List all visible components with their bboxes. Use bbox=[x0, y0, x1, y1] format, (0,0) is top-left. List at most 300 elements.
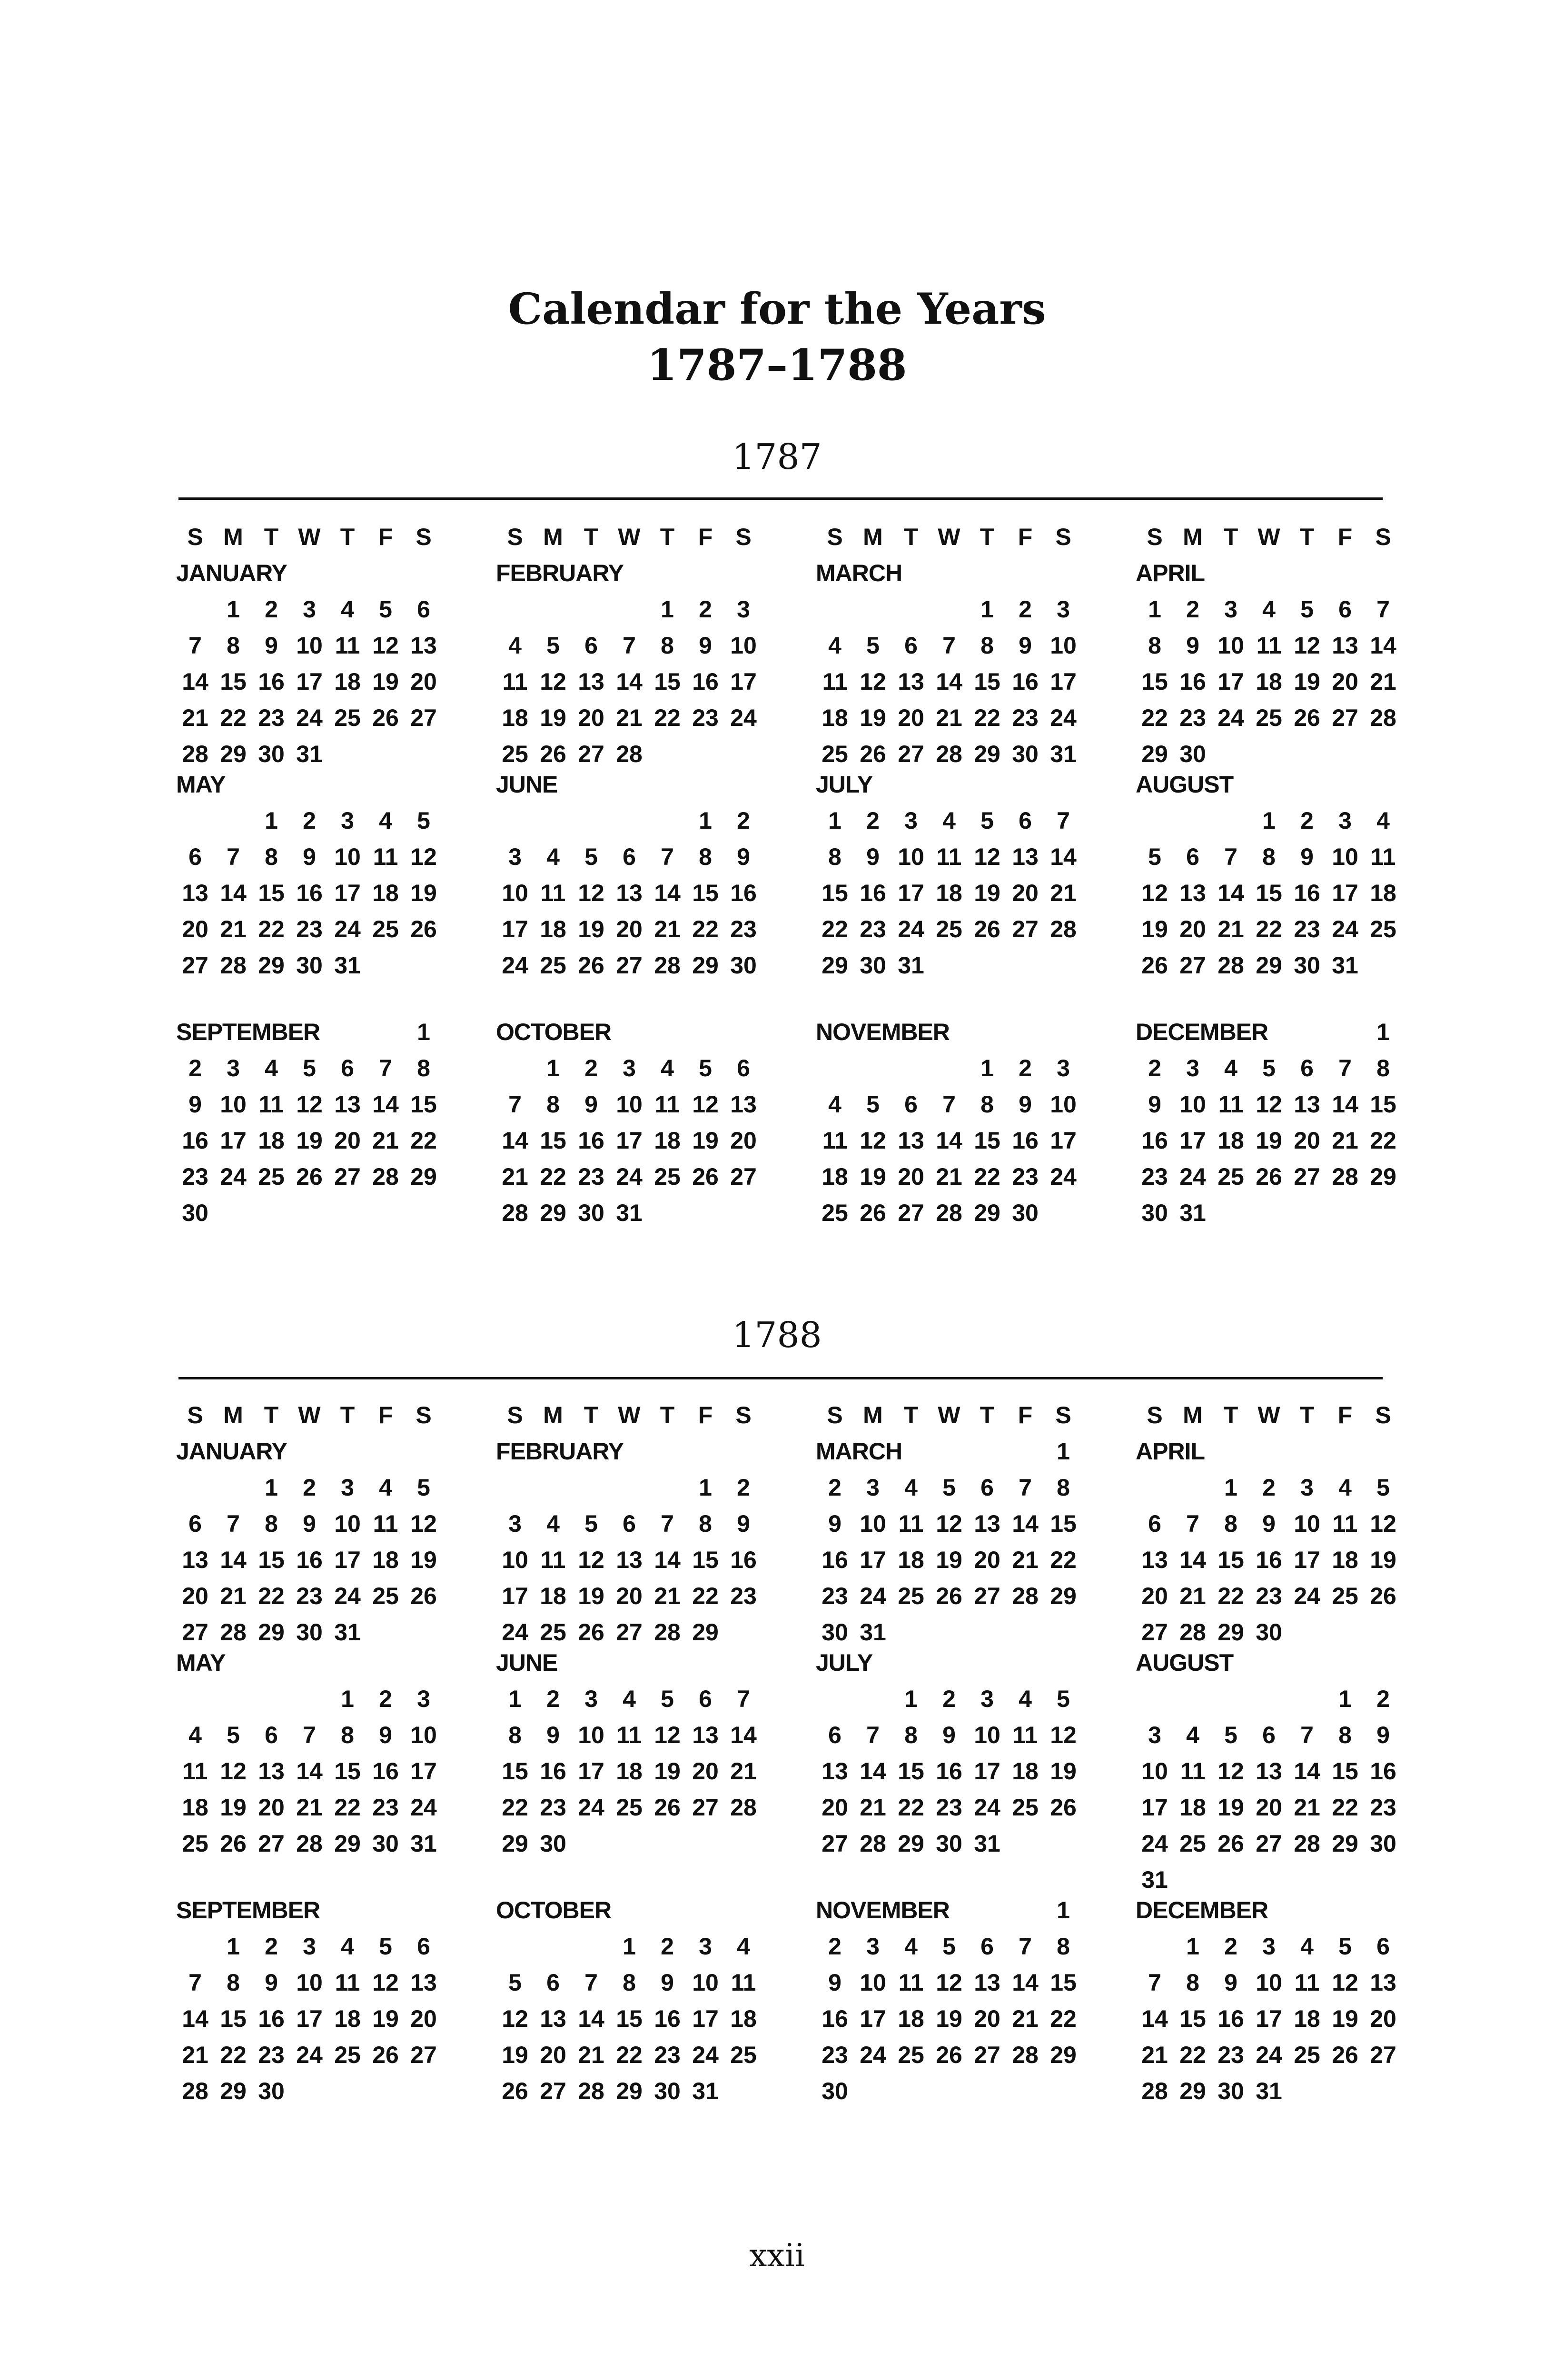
day-cell: 12 bbox=[1217, 1758, 1244, 1785]
day-cell: 9 bbox=[828, 1510, 841, 1537]
day-cell: 23 bbox=[692, 704, 719, 731]
day-cell: 28 bbox=[220, 1619, 247, 1646]
week-row bbox=[1136, 947, 1455, 983]
day-cell: 9 bbox=[379, 1722, 392, 1748]
day-cell bbox=[648, 803, 686, 839]
day-cell: 21 bbox=[1332, 1127, 1358, 1154]
week-row bbox=[176, 1050, 496, 1086]
day-cell: 26 bbox=[372, 2042, 399, 2068]
day-cell: 16 bbox=[860, 880, 886, 906]
day-cell: 21 bbox=[1012, 2005, 1039, 2032]
day-cell: 9 bbox=[1224, 1969, 1237, 1996]
week-row bbox=[176, 1928, 496, 1964]
day-cell: 16 bbox=[822, 1547, 848, 1573]
weekday-letter: F bbox=[378, 1402, 393, 1428]
week-row bbox=[496, 591, 816, 627]
week-row bbox=[1136, 875, 1455, 911]
day-cell bbox=[366, 2073, 405, 2109]
weekday-letter: S bbox=[507, 524, 523, 550]
day-cell: 3 bbox=[303, 1933, 316, 1960]
day-cell bbox=[1136, 1928, 1174, 1964]
day-cell: 4 bbox=[737, 1933, 750, 1960]
day-cell: 19 bbox=[1256, 1127, 1282, 1154]
day-cell: 21 bbox=[654, 916, 681, 942]
day-cell: 13 bbox=[822, 1758, 848, 1785]
day-cell: 12 bbox=[860, 668, 886, 695]
day-cell bbox=[968, 2073, 1006, 2109]
week-row bbox=[816, 1542, 1136, 1578]
day-cell: 16 bbox=[182, 1127, 208, 1154]
day-cell: 5 bbox=[980, 807, 994, 834]
day-cell: 21 bbox=[1141, 2042, 1168, 2068]
week-row bbox=[816, 947, 1136, 983]
day-cell: 17 bbox=[1179, 1127, 1206, 1154]
day-cell: 5 bbox=[866, 1091, 880, 1118]
day-cell: 25 bbox=[258, 1163, 285, 1190]
day-cell: 25 bbox=[822, 741, 848, 767]
day-cell: 19 bbox=[936, 1547, 962, 1573]
day-cell: 5 bbox=[584, 843, 598, 870]
day-cell: 3 bbox=[341, 807, 354, 834]
day-cell: 20 bbox=[540, 2042, 566, 2068]
week-row bbox=[496, 803, 816, 839]
day-cell: 29 bbox=[898, 1830, 924, 1857]
day-cell: 2 bbox=[1186, 596, 1199, 623]
day-cell: 1 bbox=[341, 1686, 354, 1712]
day-cell bbox=[1326, 1195, 1364, 1231]
day-cell: 29 bbox=[220, 741, 247, 767]
day-cell: 8 bbox=[980, 632, 994, 659]
day-cell: 22 bbox=[898, 1794, 924, 1821]
day-cell: 18 bbox=[654, 1127, 681, 1154]
weekday-letter: W bbox=[1257, 524, 1280, 550]
week-row bbox=[1136, 1159, 1455, 1195]
day-cell: 24 bbox=[296, 2042, 323, 2068]
day-cell: 1 bbox=[1057, 1438, 1070, 1465]
weekday-letter: W bbox=[298, 1402, 321, 1428]
day-cell: 1 bbox=[1338, 1686, 1352, 1712]
day-cell: 27 bbox=[1370, 2042, 1396, 2068]
day-cell: 4 bbox=[1338, 1474, 1352, 1501]
day-cell: 25 bbox=[334, 2042, 361, 2068]
day-cell: 21 bbox=[730, 1758, 757, 1785]
weekday-letter: F bbox=[1337, 524, 1353, 550]
day-cell: 25 bbox=[654, 1163, 681, 1190]
day-cell: 16 bbox=[1217, 2005, 1244, 2032]
week-row bbox=[1136, 2001, 1455, 2037]
day-cell: 20 bbox=[692, 1758, 719, 1785]
day-cell: 17 bbox=[1256, 2005, 1282, 2032]
month-february bbox=[496, 1397, 816, 1645]
day-cell: 30 bbox=[372, 1830, 399, 1857]
day-cell: 10 bbox=[616, 1091, 643, 1118]
day-cell: 21 bbox=[182, 704, 208, 731]
day-cell: 12 bbox=[974, 843, 1000, 870]
day-cell: 10 bbox=[296, 632, 323, 659]
day-cell: 10 bbox=[974, 1722, 1000, 1748]
day-cell: 16 bbox=[1294, 880, 1320, 906]
day-cell bbox=[572, 1928, 610, 1964]
day-cell: 14 bbox=[1012, 1969, 1039, 1996]
day-cell bbox=[854, 2073, 892, 2109]
day-cell: 20 bbox=[1256, 1794, 1282, 1821]
day-cell: 26 bbox=[540, 741, 566, 767]
day-cell: 14 bbox=[220, 880, 247, 906]
day-cell: 2 bbox=[828, 1933, 841, 1960]
day-cell: 6 bbox=[584, 632, 598, 659]
day-cell: 28 bbox=[182, 2078, 208, 2104]
day-cell: 31 bbox=[974, 1830, 1000, 1857]
day-cell: 19 bbox=[502, 2042, 528, 2068]
day-cell: 24 bbox=[410, 1794, 437, 1821]
day-cell: 14 bbox=[220, 1547, 247, 1573]
day-cell: 7 bbox=[508, 1091, 522, 1118]
day-cell bbox=[290, 1195, 328, 1231]
day-cell: 6 bbox=[904, 632, 918, 659]
day-cell: 17 bbox=[334, 880, 361, 906]
day-cell: 4 bbox=[942, 807, 956, 834]
day-cell: 25 bbox=[540, 1619, 566, 1646]
week-row bbox=[496, 839, 816, 875]
day-cell: 18 bbox=[1256, 668, 1282, 695]
day-cell: 12 bbox=[372, 632, 399, 659]
day-cell: 6 bbox=[623, 1510, 636, 1537]
day-cell: 20 bbox=[616, 1583, 643, 1609]
week-row bbox=[816, 2037, 1136, 2073]
day-cell: 18 bbox=[372, 1547, 399, 1573]
day-cell: 14 bbox=[578, 2005, 604, 2032]
day-cell: 8 bbox=[1376, 1055, 1390, 1081]
day-cell: 6 bbox=[828, 1722, 841, 1748]
day-cell: 15 bbox=[220, 2005, 247, 2032]
day-cell bbox=[534, 591, 572, 627]
day-cell: 30 bbox=[1256, 1619, 1282, 1646]
day-cell: 2 bbox=[1300, 807, 1314, 834]
day-cell: 11 bbox=[373, 843, 398, 870]
day-cell: 28 bbox=[936, 1200, 962, 1226]
day-cell: 13 bbox=[182, 1547, 208, 1573]
week-row bbox=[816, 1681, 1136, 1717]
day-cell bbox=[1044, 1825, 1082, 1862]
week-row bbox=[176, 947, 496, 983]
day-cell: 18 bbox=[334, 668, 361, 695]
day-cell: 30 bbox=[1012, 1200, 1039, 1226]
day-cell: 23 bbox=[258, 704, 285, 731]
day-cell: 14 bbox=[296, 1758, 323, 1785]
day-cell: 7 bbox=[1338, 1055, 1352, 1081]
day-cell: 17 bbox=[730, 668, 757, 695]
day-cell: 23 bbox=[1370, 1794, 1396, 1821]
day-cell: 21 bbox=[1294, 1794, 1320, 1821]
day-cell: 18 bbox=[1370, 880, 1396, 906]
day-cell: 23 bbox=[578, 1163, 604, 1190]
day-cell: 16 bbox=[1141, 1127, 1168, 1154]
day-cell: 6 bbox=[188, 1510, 202, 1537]
week-row bbox=[1136, 1469, 1455, 1506]
week-row bbox=[816, 2001, 1136, 2037]
day-cell: 7 bbox=[866, 1722, 880, 1748]
day-cell: 22 bbox=[220, 704, 247, 731]
weekday-letter: W bbox=[298, 524, 321, 550]
day-cell: 10 bbox=[898, 843, 924, 870]
week-row bbox=[176, 2037, 496, 2073]
day-cell: 24 bbox=[1179, 1163, 1206, 1190]
day-cell: 15 bbox=[822, 880, 848, 906]
day-cell: 18 bbox=[898, 1547, 924, 1573]
day-cell: 6 bbox=[265, 1722, 278, 1748]
day-cell: 8 bbox=[417, 1055, 430, 1081]
week-row bbox=[496, 1506, 816, 1542]
day-cell bbox=[930, 947, 968, 983]
day-cell: 3 bbox=[1057, 596, 1070, 623]
day-cell: 15 bbox=[1179, 2005, 1206, 2032]
day-cell bbox=[724, 1195, 762, 1231]
day-cell: 6 bbox=[417, 1933, 430, 1960]
day-cell: 5 bbox=[227, 1722, 240, 1748]
day-cell: 15 bbox=[1141, 668, 1168, 695]
day-cell: 4 bbox=[1262, 596, 1276, 623]
month-name: SEPTEMBER bbox=[176, 1897, 320, 1924]
day-cell: 20 bbox=[974, 1547, 1000, 1573]
day-cell: 14 bbox=[1294, 1758, 1320, 1785]
weekday-letter: T bbox=[1223, 1402, 1238, 1428]
day-cell: 24 bbox=[898, 916, 924, 942]
day-cell: 15 bbox=[616, 2005, 643, 2032]
day-cell: 3 bbox=[904, 807, 918, 834]
day-cell: 18 bbox=[730, 2005, 757, 2032]
month-name: DECEMBER bbox=[1136, 1019, 1268, 1045]
day-cell: 12 bbox=[220, 1758, 247, 1785]
day-cell: 28 bbox=[730, 1794, 757, 1821]
day-cell: 3 bbox=[1338, 807, 1352, 834]
day-cell: 11 bbox=[1256, 632, 1282, 659]
day-cell: 4 bbox=[904, 1933, 918, 1960]
day-cell: 9 bbox=[866, 843, 880, 870]
day-cell: 23 bbox=[822, 1583, 848, 1609]
weekday-letter: M bbox=[223, 524, 243, 550]
week-row bbox=[1136, 1964, 1455, 2001]
month-name: OCTOBER bbox=[496, 1019, 612, 1045]
day-cell: 2 bbox=[188, 1055, 202, 1081]
day-cell: 25 bbox=[540, 952, 566, 979]
week-row bbox=[816, 1825, 1136, 1862]
day-cell: 20 bbox=[410, 668, 437, 695]
day-cell: 30 bbox=[296, 952, 323, 979]
day-cell: 2 bbox=[584, 1055, 598, 1081]
day-cell: 22 bbox=[258, 1583, 285, 1609]
weekday-letter: S bbox=[827, 524, 843, 550]
day-cell: 30 bbox=[578, 1200, 604, 1226]
day-cell: 27 bbox=[1294, 1163, 1320, 1190]
week-row bbox=[816, 875, 1136, 911]
day-cell: 4 bbox=[379, 807, 392, 834]
day-cell: 30 bbox=[860, 952, 886, 979]
day-cell: 4 bbox=[546, 1510, 560, 1537]
day-cell: 5 bbox=[1338, 1933, 1352, 1960]
day-cell: 17 bbox=[502, 1583, 528, 1609]
day-cell: 18 bbox=[258, 1127, 285, 1154]
day-cell: 26 bbox=[410, 1583, 437, 1609]
day-cell bbox=[176, 1469, 214, 1506]
day-cell: 15 bbox=[692, 1547, 719, 1573]
day-cell: 28 bbox=[182, 741, 208, 767]
day-cell: 9 bbox=[265, 1969, 278, 1996]
month-july bbox=[816, 1645, 1136, 1892]
day-cell: 13 bbox=[974, 1510, 1000, 1537]
day-cell: 27 bbox=[182, 1619, 208, 1646]
day-cell bbox=[1212, 1195, 1250, 1231]
day-cell: 22 bbox=[540, 1163, 566, 1190]
month-name: JUNE bbox=[496, 1649, 558, 1676]
day-cell: 9 bbox=[1300, 843, 1314, 870]
month-august bbox=[1136, 1645, 1455, 1892]
day-cell: 11 bbox=[822, 668, 848, 695]
day-cell: 6 bbox=[737, 1055, 750, 1081]
day-cell: 17 bbox=[1294, 1547, 1320, 1573]
month-august bbox=[1136, 766, 1455, 1014]
day-cell bbox=[405, 2073, 443, 2109]
day-cell: 21 bbox=[372, 1127, 399, 1154]
day-cell bbox=[1136, 803, 1174, 839]
day-cell: 21 bbox=[578, 2042, 604, 2068]
day-cell: 24 bbox=[860, 2042, 886, 2068]
day-cell: 30 bbox=[654, 2078, 681, 2104]
day-cell: 23 bbox=[936, 1794, 962, 1821]
weekday-letter: S bbox=[507, 1402, 523, 1428]
day-cell: 30 bbox=[1217, 2078, 1244, 2104]
day-cell: 13 bbox=[540, 2005, 566, 2032]
day-cell: 5 bbox=[379, 596, 392, 623]
day-cell: 21 bbox=[1012, 1547, 1039, 1573]
day-cell: 25 bbox=[502, 741, 528, 767]
day-cell: 10 bbox=[296, 1969, 323, 1996]
day-cell: 21 bbox=[296, 1794, 323, 1821]
day-cell: 8 bbox=[623, 1969, 636, 1996]
day-cell: 7 bbox=[584, 1969, 598, 1996]
day-cell: 1 bbox=[227, 1933, 240, 1960]
day-cell: 11 bbox=[1294, 1969, 1320, 1996]
day-cell: 22 bbox=[1256, 916, 1282, 942]
day-cell: 13 bbox=[616, 1547, 643, 1573]
day-cell: 11 bbox=[1012, 1722, 1038, 1748]
week-row bbox=[176, 911, 496, 947]
week-row bbox=[496, 1681, 816, 1717]
day-cell: 2 bbox=[546, 1686, 560, 1712]
day-cell: 18 bbox=[1179, 1794, 1206, 1821]
day-cell: 28 bbox=[654, 1619, 681, 1646]
day-cell: 18 bbox=[898, 2005, 924, 2032]
day-cell: 20 bbox=[410, 2005, 437, 2032]
day-cell bbox=[1364, 1195, 1402, 1231]
day-cell: 16 bbox=[822, 2005, 848, 2032]
day-cell: 20 bbox=[730, 1127, 757, 1154]
week-row bbox=[1136, 1542, 1455, 1578]
day-cell: 11 bbox=[335, 1969, 360, 1996]
day-cell: 27 bbox=[334, 1163, 361, 1190]
day-cell: 26 bbox=[974, 916, 1000, 942]
day-cell: 4 bbox=[623, 1686, 636, 1712]
day-cell: 9 bbox=[737, 843, 750, 870]
weekday-letter: T bbox=[340, 1402, 355, 1428]
day-cell: 31 bbox=[334, 952, 361, 979]
day-cell: 26 bbox=[410, 916, 437, 942]
day-cell: 11 bbox=[258, 1091, 284, 1118]
day-cell: 21 bbox=[1370, 668, 1396, 695]
day-cell: 30 bbox=[1294, 952, 1320, 979]
day-cell: 2 bbox=[699, 596, 712, 623]
day-cell: 22 bbox=[1179, 2042, 1206, 2068]
day-cell: 8 bbox=[699, 843, 712, 870]
day-cell: 22 bbox=[692, 916, 719, 942]
day-cell: 5 bbox=[942, 1933, 956, 1960]
day-cell bbox=[176, 591, 214, 627]
day-cell: 12 bbox=[1141, 880, 1168, 906]
day-cell bbox=[816, 1681, 854, 1717]
month-name: APRIL bbox=[1136, 1438, 1205, 1465]
day-cell: 24 bbox=[1332, 916, 1358, 942]
day-cell: 15 bbox=[258, 880, 285, 906]
month-name: MAY bbox=[176, 1649, 226, 1676]
weekday-letter: F bbox=[1337, 1402, 1353, 1428]
week-row bbox=[496, 1122, 816, 1159]
weekday-header bbox=[816, 519, 1136, 555]
day-cell: 8 bbox=[508, 1722, 522, 1748]
day-cell: 10 bbox=[1256, 1969, 1282, 1996]
day-cell: 13 bbox=[1141, 1547, 1168, 1573]
day-cell bbox=[724, 1825, 762, 1862]
day-cell bbox=[816, 591, 854, 627]
week-row bbox=[1136, 1578, 1455, 1614]
day-cell: 25 bbox=[1370, 916, 1396, 942]
month-december bbox=[1136, 1014, 1455, 1261]
day-cell: 24 bbox=[692, 2042, 719, 2068]
day-cell: 12 bbox=[1332, 1969, 1358, 1996]
week-row bbox=[1136, 1506, 1455, 1542]
day-cell: 7 bbox=[188, 1969, 202, 1996]
week-row bbox=[176, 803, 496, 839]
week-row bbox=[496, 1050, 816, 1086]
day-cell bbox=[892, 2073, 930, 2109]
day-cell: 23 bbox=[372, 1794, 399, 1821]
day-cell: 15 bbox=[1050, 1969, 1077, 1996]
day-cell: 24 bbox=[502, 1619, 528, 1646]
day-cell: 24 bbox=[730, 704, 757, 731]
day-cell: 21 bbox=[220, 1583, 247, 1609]
day-cell: 25 bbox=[1217, 1163, 1244, 1190]
day-cell: 6 bbox=[1262, 1722, 1276, 1748]
day-cell: 29 bbox=[822, 952, 848, 979]
day-cell: 19 bbox=[1217, 1794, 1244, 1821]
day-cell bbox=[968, 947, 1006, 983]
day-cell: 15 bbox=[1217, 1547, 1244, 1573]
month-september bbox=[176, 1892, 496, 2140]
day-cell: 28 bbox=[296, 1830, 323, 1857]
weekday-letter: F bbox=[698, 1402, 713, 1428]
day-cell: 24 bbox=[974, 1794, 1000, 1821]
day-cell: 15 bbox=[1332, 1758, 1358, 1785]
day-cell: 23 bbox=[1256, 1583, 1282, 1609]
week-row bbox=[176, 1717, 496, 1753]
day-cell: 24 bbox=[220, 1163, 247, 1190]
day-cell: 23 bbox=[1179, 704, 1206, 731]
day-cell: 3 bbox=[1300, 1474, 1314, 1501]
day-cell: 9 bbox=[584, 1091, 598, 1118]
day-cell: 19 bbox=[296, 1127, 323, 1154]
day-cell: 12 bbox=[410, 843, 437, 870]
week-row bbox=[496, 1542, 816, 1578]
day-cell: 26 bbox=[1217, 1830, 1244, 1857]
day-cell: 2 bbox=[379, 1686, 392, 1712]
